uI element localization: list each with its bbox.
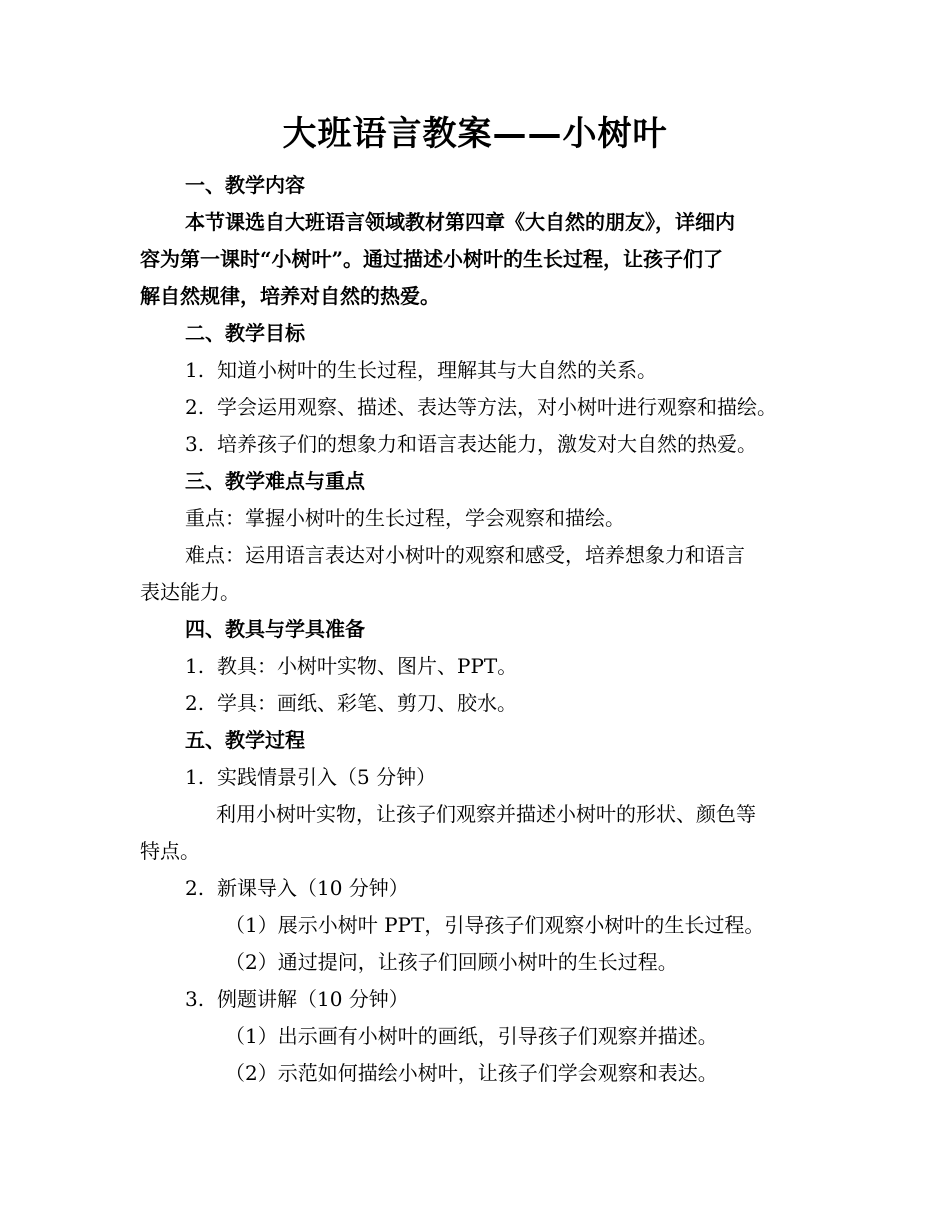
step-substep: （2）通过提问，让孩子们回顾小树叶的生长过程。 — [225, 950, 678, 974]
difficulty-text-line-2: 表达能力。 — [140, 580, 240, 604]
material-item — [185, 688, 517, 718]
process-step — [185, 984, 409, 1014]
material-number: 1. — [185, 654, 205, 678]
section-heading-process: 五、教学过程 — [185, 728, 305, 752]
content-paragraph-line-1: 本节课选自大班语言领域教材第四章《大自然的朋友》，详细内 — [185, 210, 735, 234]
step-description-line-2: 特点。 — [140, 839, 200, 863]
material-item — [185, 651, 517, 681]
step-substep: （1）出示画有小树叶的画纸，引导孩子们观察并描述。 — [225, 1024, 718, 1048]
step-title: 例题讲解（10 分钟） — [217, 987, 409, 1011]
step-substep: （2）示范如何描绘小树叶，让孩子们学会观察和表达。 — [225, 1061, 718, 1085]
section-heading-key-points: 三、教学难点与重点 — [185, 469, 365, 493]
step-substep: （1）展示小树叶 PPT，引导孩子们观察小树叶的生长过程。 — [225, 913, 765, 937]
document-title: 大班语言教案——小树叶 — [282, 114, 668, 154]
goal-number: 2. — [185, 395, 205, 419]
goal-text: 学会运用观察、描述、表达等方法，对小树叶进行观察和描绘。 — [217, 395, 777, 419]
step-number: 1. — [185, 765, 205, 789]
step-number: 3. — [185, 987, 205, 1011]
key-point-text: 重点：掌握小树叶的生长过程，学会观察和描绘。 — [185, 506, 625, 530]
section-heading-goals: 二、教学目标 — [185, 321, 305, 345]
goal-text: 知道小树叶的生长过程，理解其与大自然的关系。 — [217, 358, 657, 382]
goal-item — [185, 392, 777, 422]
content-paragraph-line-2: 容为第一课时“小树叶”。通过描述小树叶的生长过程，让孩子们了 — [140, 247, 724, 271]
goal-number: 1. — [185, 358, 205, 382]
material-text: 学具：画纸、彩笔、剪刀、胶水。 — [217, 691, 517, 715]
step-title: 新课导入（10 分钟） — [217, 876, 409, 900]
process-step — [185, 762, 436, 792]
material-number: 2. — [185, 691, 205, 715]
difficulty-text-line-1: 难点：运用语言表达对小树叶的观察和感受，培养想象力和语言 — [185, 543, 745, 567]
goal-item — [185, 355, 657, 385]
section-heading-materials: 四、教具与学具准备 — [185, 617, 365, 641]
goal-item — [185, 429, 757, 459]
material-text: 教具：小树叶实物、图片、PPT。 — [217, 654, 518, 678]
goal-number: 3. — [185, 432, 205, 456]
section-heading-content: 一、教学内容 — [185, 173, 305, 197]
step-number: 2. — [185, 876, 205, 900]
content-paragraph-line-3: 解自然规律，培养对自然的热爱。 — [140, 284, 440, 308]
process-step — [185, 873, 409, 903]
step-title: 实践情景引入（5 分钟） — [217, 765, 437, 789]
goal-text: 培养孩子们的想象力和语言表达能力，激发对大自然的热爱。 — [217, 432, 757, 456]
step-description-line-1: 利用小树叶实物，让孩子们观察并描述小树叶的形状、颜色等 — [216, 802, 756, 826]
